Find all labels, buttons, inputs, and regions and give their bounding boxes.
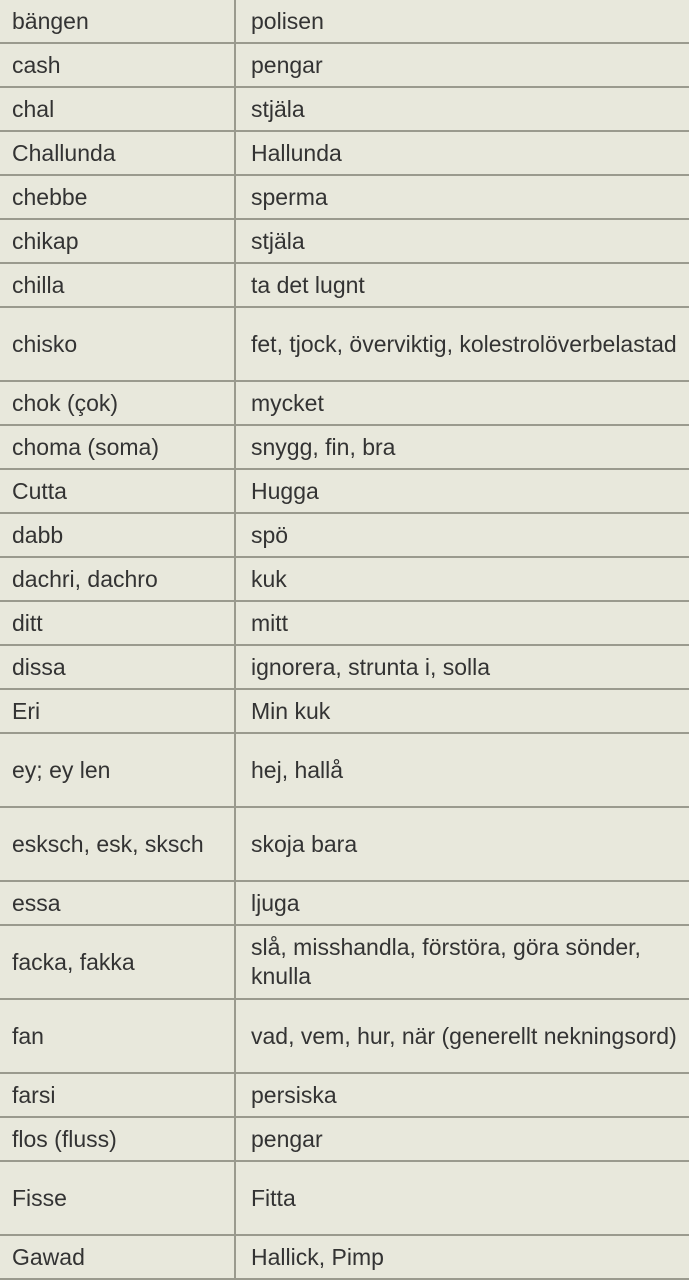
meaning-cell: ignorera, strunta i, solla [235,645,689,689]
table-row [0,925,689,999]
slang-term-cell: Eri [0,689,235,733]
table-row [0,601,689,645]
table-row [0,689,689,733]
meaning-cell: pengar [235,43,689,87]
meaning-cell: Fitta [235,1161,689,1235]
meaning-cell: Hallunda [235,131,689,175]
table-row [0,43,689,87]
meaning-cell: Min kuk [235,689,689,733]
meaning-cell: ta det lugnt [235,263,689,307]
meaning-cell: kuk [235,557,689,601]
table-row [0,807,689,881]
meaning-cell: polisen [235,0,689,43]
table-row [0,645,689,689]
table-row [0,307,689,381]
table-row [0,175,689,219]
slang-term-cell: chisko [0,307,235,381]
slang-term-cell: dabb [0,513,235,557]
slang-term-cell: dissa [0,645,235,689]
table-row [0,1235,689,1279]
slang-term-cell: dachri, dachro [0,557,235,601]
slang-term-cell: essa [0,881,235,925]
meaning-cell: hej, hallå [235,733,689,807]
slang-term-cell: ditt [0,601,235,645]
slang-term-cell: cash [0,43,235,87]
meaning-cell: ljuga [235,881,689,925]
slang-term-cell: facka, fakka [0,925,235,999]
table-row [0,87,689,131]
table-row [0,425,689,469]
meaning-cell: snygg, fin, bra [235,425,689,469]
slang-term-cell: Challunda [0,131,235,175]
slang-term-cell: choma (soma) [0,425,235,469]
meaning-cell: skoja bara [235,807,689,881]
table-row [0,881,689,925]
meaning-cell: persiska [235,1073,689,1117]
meaning-cell: vad, vem, hur, när (generellt nekningsord) [235,999,689,1073]
table-row [0,263,689,307]
slang-term-cell: chebbe [0,175,235,219]
meaning-cell: mitt [235,601,689,645]
meaning-cell: mycket [235,381,689,425]
meaning-cell: sperma [235,175,689,219]
slang-term-cell: chikap [0,219,235,263]
table-row [0,219,689,263]
slang-term-cell: ey; ey len [0,733,235,807]
meaning-cell: spö [235,513,689,557]
meaning-cell: Hugga [235,469,689,513]
slang-term-cell: flos (fluss) [0,1117,235,1161]
table-row [0,513,689,557]
slang-term-cell: bängen [0,0,235,43]
slang-term-cell: fan [0,999,235,1073]
meaning-cell: stjäla [235,219,689,263]
table-row [0,557,689,601]
meaning-cell: stjäla [235,87,689,131]
meaning-cell: slå, misshandla, förstöra, göra sönder, knulla [235,925,689,999]
meaning-cell: fet, tjock, överviktig, kolestrolöverbelastad [235,307,689,381]
slang-term-cell: farsi [0,1073,235,1117]
table-row [0,999,689,1073]
slang-term-cell: Gawad [0,1235,235,1279]
table-row [0,381,689,425]
table-row [0,1161,689,1235]
meaning-cell: Hallick, Pimp [235,1235,689,1279]
slang-term-cell: chok (çok) [0,381,235,425]
slang-term-cell: Cutta [0,469,235,513]
meaning-cell: pengar [235,1117,689,1161]
table-row [0,0,689,43]
slang-term-cell: chal [0,87,235,131]
table-row [0,1073,689,1117]
slang-term-cell: chilla [0,263,235,307]
table-row [0,1117,689,1161]
table-row [0,131,689,175]
slang-term-cell: Fisse [0,1161,235,1235]
table-row [0,733,689,807]
slang-term-cell: esksch, esk, sksch [0,807,235,881]
table-row [0,469,689,513]
